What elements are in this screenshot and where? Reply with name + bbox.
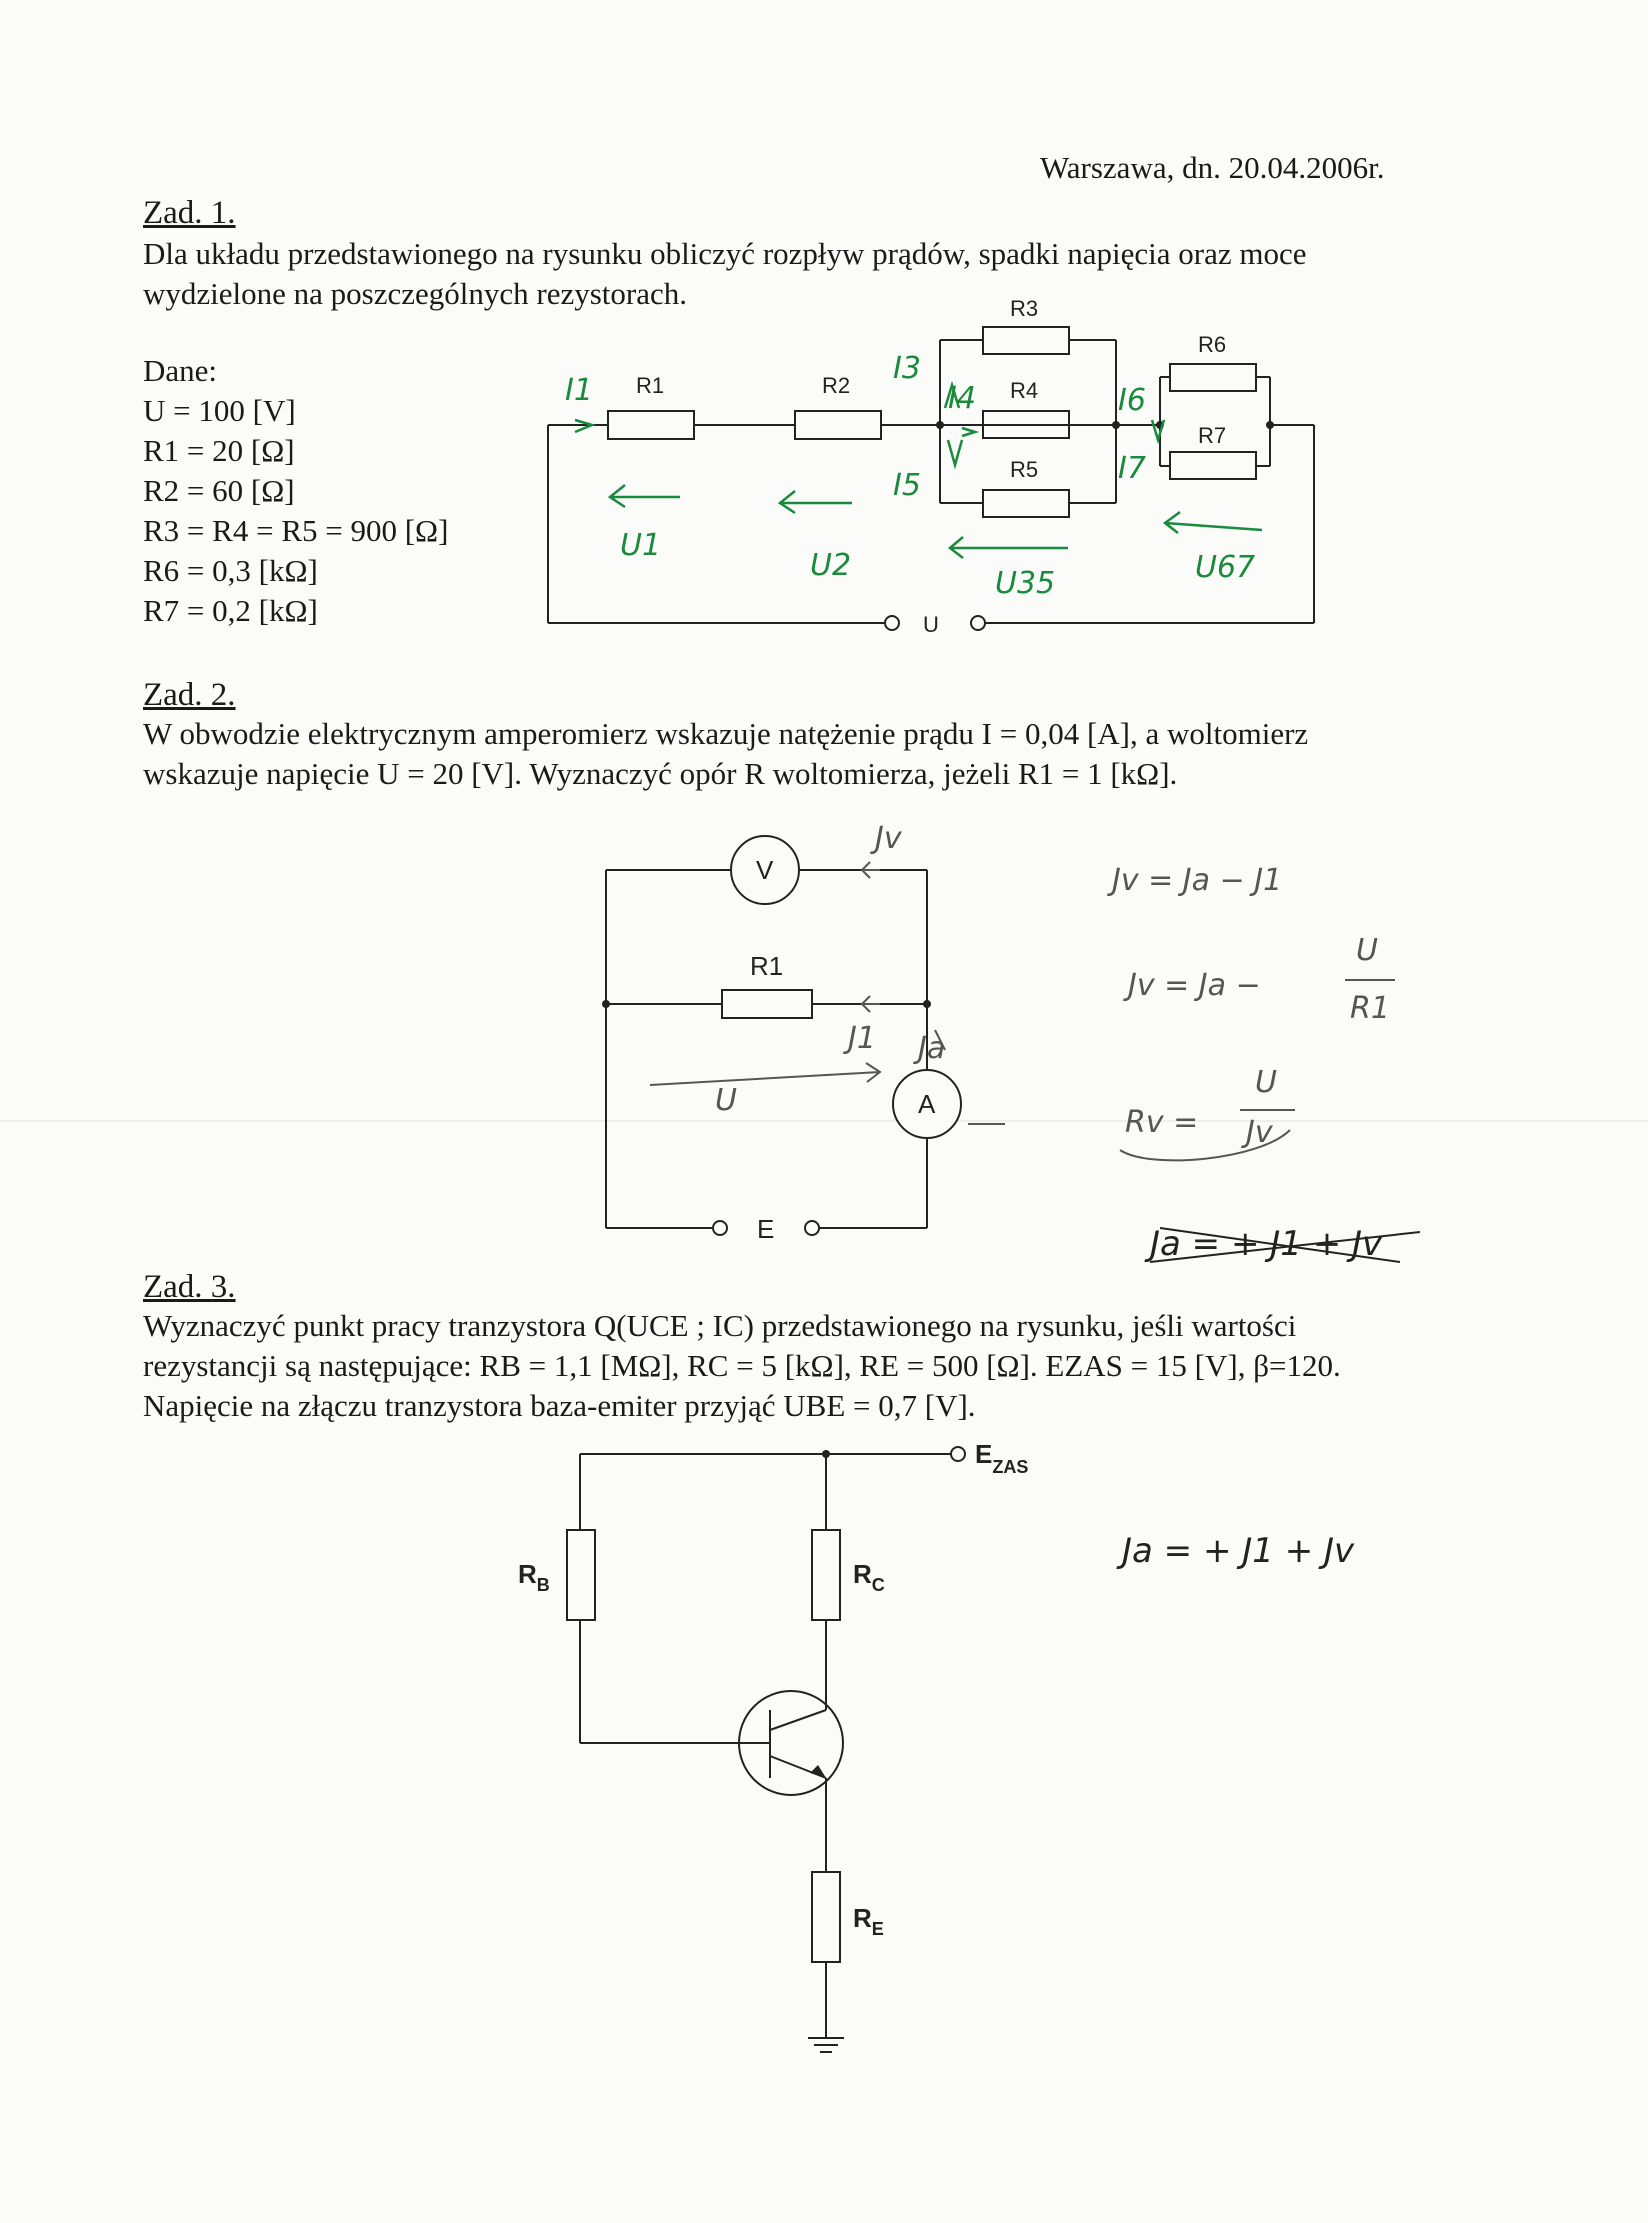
t1-r1-label: R1: [636, 373, 665, 398]
t3-ezas-sub: ZAS: [992, 1457, 1029, 1477]
task2-text: W obwodzie elektrycznym amperomierz wskazuje natężenie prądu I = 0,04 [A], a woltomierz wskazuje napięcie U = 20 [V]. Wyznaczyć opór R woltomierza, jeżeli R1 = 1 [kΩ].: [143, 716, 1309, 791]
hw-eq3-num: U: [1255, 1065, 1277, 1100]
hw-i5: I5: [893, 468, 921, 503]
hw-eq3-den: Jv: [1246, 1115, 1273, 1150]
svg-text:RE: [853, 1903, 884, 1939]
t1-r3-label: R3: [1010, 296, 1039, 321]
hw-u: U: [715, 1083, 737, 1118]
hw-ja: Ja: [918, 1031, 946, 1066]
t3-re-label: R: [853, 1903, 872, 1933]
hw-eq3: Rv =: [1125, 1105, 1199, 1140]
given-r6: R6 = 0,3 [kΩ]: [143, 553, 318, 588]
task2-title: Zad. 2.: [143, 677, 236, 713]
hw-eq2-num: U: [1356, 933, 1378, 968]
hw-eq2-den: R1: [1350, 991, 1390, 1026]
task1-text: Dla układu przedstawionego na rysunku obliczyć rozpływ prądów, spadki napięcia oraz moce wydzielone na poszczególnych rezystorach.: [143, 236, 1307, 311]
hw-i1: I1: [565, 373, 593, 408]
hw-scribble: Ja = + J1 + Jv: [1150, 1224, 1383, 1264]
t3-rc-label: R: [853, 1559, 872, 1589]
hw-j1: J1: [848, 1021, 876, 1056]
t1-r4-label: R4: [1010, 378, 1039, 403]
given-r2: R2 = 60 [Ω]: [143, 473, 295, 508]
given-r345: R3 = R4 = R5 = 900 [Ω]: [143, 513, 449, 548]
t1-r7-label: R7: [1198, 423, 1227, 448]
given-r1: R1 = 20 [Ω]: [143, 433, 295, 468]
t1-r2-label: R2: [822, 373, 851, 398]
svg-text:RC: [853, 1559, 885, 1595]
hw-u1: U1: [620, 528, 662, 563]
task3-text: Wyznaczyć punkt pracy tranzystora Q(UCE ; IC) przedstawionego na rysunku, jeśli wartości rezystancji są następujące: RB = 1,1 [MΩ], RC = 5 [kΩ], RE = 500 [Ω]. EZAS = 15 [V], β=120. Napięcie na złączu tranzystora baza-emiter przyjąć UBE = 0,7 [V].: [143, 1308, 1341, 1423]
svg-text:RB: [518, 1559, 550, 1595]
hw-t3-eq: Ja = + J1 + Jv: [1122, 1531, 1355, 1571]
place-date: Warszawa, dn. 20.04.2006r.: [1040, 150, 1385, 185]
t3-rb-label: R: [518, 1559, 537, 1589]
task1-title: Zad. 1.: [143, 195, 236, 231]
hw-i3: I3: [893, 351, 921, 386]
t3-rb-sub: B: [536, 1575, 550, 1595]
hw-u2: U2: [810, 548, 852, 583]
hw-i7: I7: [1118, 451, 1146, 486]
t1-r5-label: R5: [1010, 457, 1039, 482]
hw-eq2: Jv = Ja −: [1128, 968, 1261, 1003]
given-u: U = 100 [V]: [143, 393, 296, 428]
hw-i4: I4: [948, 381, 976, 416]
t2-v-label: V: [756, 855, 774, 885]
t2-r1-label: R1: [750, 951, 784, 981]
hw-u35: U35: [995, 566, 1056, 601]
task1-given-title: Dane:: [143, 353, 218, 388]
hw-eq1: Jv = Ja − J1: [1112, 863, 1283, 898]
t3-ezas-label: E: [975, 1439, 993, 1469]
t3-re-sub: E: [871, 1919, 884, 1939]
t1-r6-label: R6: [1198, 332, 1227, 357]
hw-i6: I6: [1118, 383, 1146, 418]
given-r7: R7 = 0,2 [kΩ]: [143, 593, 318, 628]
t2-e-label: E: [757, 1214, 775, 1244]
t2-a-label: A: [918, 1089, 936, 1119]
hw-u67: U67: [1195, 550, 1256, 585]
hw-jv: Jv: [875, 821, 902, 856]
svg-text:EZAS: [975, 1439, 1028, 1477]
task3-title: Zad. 3.: [143, 1269, 236, 1305]
t3-rc-sub: C: [871, 1575, 885, 1595]
t1-u-label: U: [923, 612, 939, 637]
